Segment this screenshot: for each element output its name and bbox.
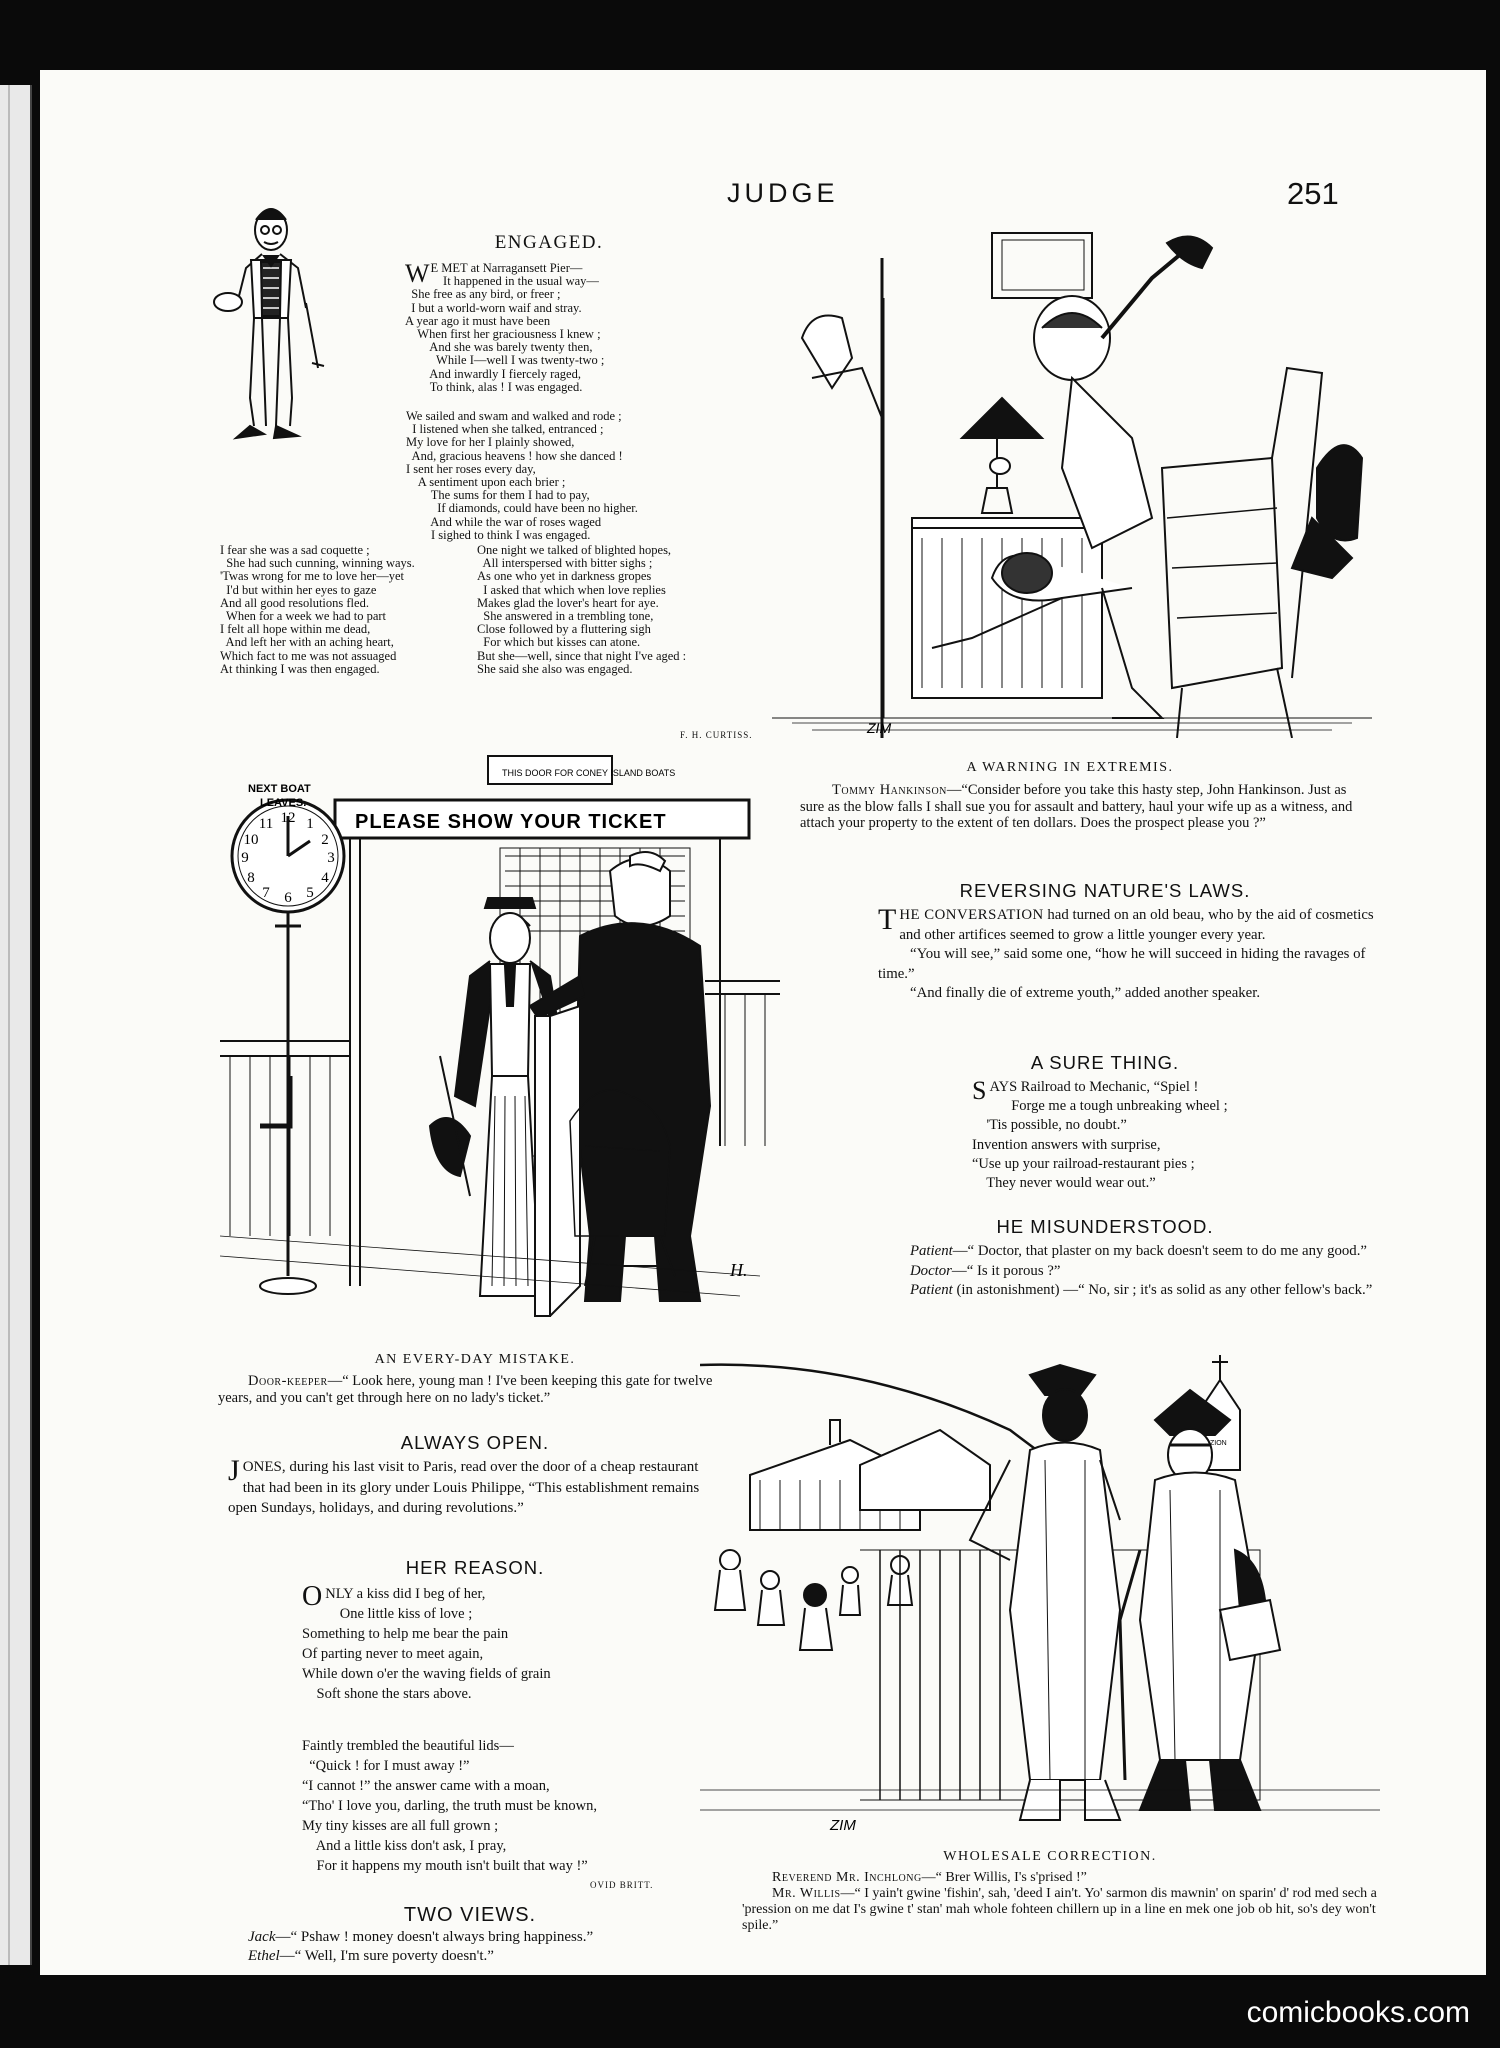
- page-number: 251: [1287, 176, 1339, 211]
- everyday-artist-signature: H.: [730, 1260, 748, 1280]
- poem-line: I felt all hope within me dead,: [220, 622, 371, 637]
- poem-line: One night we talked of blighted hopes,: [477, 543, 672, 557]
- poem-line: And, gracious heavens ! how she danced !: [406, 448, 623, 463]
- poem-line: AYS Railroad to Mechanic, “Spiel !: [989, 1079, 1199, 1095]
- everyday-text: —“ Look here, young man ! I've been keeping this gate for twelve years, and you can't get through here on no lady's ticket.”: [218, 1373, 713, 1406]
- two-views-speaker-2: Ethel: [248, 1948, 280, 1964]
- poem-line: They never would wear out.”: [972, 1175, 1156, 1192]
- clock-label-2: LEAVES.: [260, 797, 307, 809]
- poem-line: And a little kiss don't ask, I pray,: [302, 1838, 507, 1854]
- reversing-lead: HE CONVERSATION: [899, 907, 1044, 923]
- poem-line: Soft shone the stars above.: [302, 1686, 472, 1702]
- poem-line: My love for her I plainly showed,: [406, 435, 575, 450]
- wholesale-speaker-2: Mr. Willis: [772, 1886, 841, 1901]
- her-reason-stanza-2: [302, 1736, 742, 1876]
- poem-line: She answered in a trembling tone,: [477, 609, 654, 624]
- reversing-paragraph-3: “And finally die of extreme youth,” added another speaker.: [910, 985, 1261, 1001]
- her-reason-drop-cap: O: [302, 1581, 323, 1612]
- sure-thing-title: A SURE THING.: [1030, 1052, 1180, 1073]
- dandy-illustration: [206, 198, 336, 448]
- poem-line: She had such cunning, winning ways.: [220, 556, 415, 571]
- poem-line: I listened when she talked, entranced ;: [406, 422, 604, 437]
- poem-line: Faintly trembled the beautiful lids—: [302, 1738, 514, 1754]
- poem-line: “I cannot !” the answer came with a moan,: [302, 1778, 550, 1794]
- magazine-page: [40, 70, 1486, 1975]
- poem-line: A year ago it must have been: [405, 313, 551, 328]
- poem-line: But she—well, since that night I've aged :: [477, 648, 687, 663]
- poem-line: I'd but within her eyes to gaze: [220, 582, 377, 597]
- clock-numeral: 3: [327, 850, 335, 866]
- reversing-drop-cap: T: [878, 903, 897, 936]
- poem-line: “Tho' I love you, darling, the truth must be known,: [302, 1798, 597, 1814]
- wholesale-line-1: —“ Brer Willis, I's s'prised !”: [921, 1870, 1087, 1885]
- wholesale-illustration: [700, 1350, 1380, 1840]
- poem-line: I sent her roses every day,: [406, 461, 536, 476]
- warning-text: —“Consider before you take this hasty step, John Hankinson. Just as sure as the blow falls I shall sue you for assault and battery, haul your wife up as a witness, and attach your property to the extent of ten dollars. Does the prospect please you ?”: [800, 782, 1353, 831]
- reversing-title: REVERSING NATURE'S LAWS.: [959, 880, 1251, 901]
- poem-line: Of parting never to meet again,: [302, 1646, 484, 1662]
- everyday-caption: AN EVERY-DAY MISTAKE.: [374, 1352, 576, 1367]
- wholesale-line-2: —“ I yain't gwine 'fishin', sah, 'deed I ain't. Yo' sarmon dis mawnin' on sparin' d' rod med sech a 'pression on me dat I's gwine t' stan' mah whole fohteen chillern up in a line en mek one job ob hit, so's dey won't spile.”: [742, 1886, 1377, 1933]
- clock-numeral: 8: [247, 870, 255, 886]
- poem-line: For it happens my mouth isn't built that way !”: [302, 1858, 588, 1874]
- poem-line: While down o'er the waving fields of grain: [302, 1666, 551, 1682]
- poem-line: Forge me a tough unbreaking wheel ;: [989, 1098, 1228, 1115]
- misunderstood-speaker-3: Patient: [910, 1282, 953, 1298]
- coney-island-sign: THIS DOOR FOR CONEY ISLAND BOATS: [502, 768, 676, 778]
- clock-numeral: 1: [306, 816, 314, 832]
- her-reason-stanza-1: [302, 1581, 722, 1704]
- poem-line: And left her with an aching heart,: [220, 635, 394, 650]
- wholesale-dialogue: [742, 1870, 1382, 1934]
- misunderstood-title: HE MISUNDERSTOOD.: [996, 1216, 1214, 1237]
- poem-line: 'Tis possible, no doubt.”: [972, 1117, 1127, 1134]
- misunderstood-speaker-2: Doctor: [910, 1262, 952, 1279]
- poem-line: At thinking I was then engaged.: [220, 661, 380, 676]
- poem-line: The sums for them I had to pay,: [406, 488, 590, 503]
- poem-line: And inwardly I fiercely raged,: [405, 366, 581, 381]
- everyday-speaker: Door-keeper: [248, 1373, 328, 1389]
- dandy-drawing: [206, 198, 336, 448]
- everyday-drawing: [220, 676, 780, 1326]
- two-views-body: [248, 1928, 728, 1966]
- wholesale-artist-signature: ZIM: [830, 1817, 856, 1834]
- engaged-stanza-3: [220, 544, 500, 676]
- misunderstood-line-1: —“ Doctor, that plaster on my back doesn't seem to do me any good.”: [952, 1243, 1367, 1259]
- poem-line: I fear she was a sad coquette ;: [220, 543, 370, 557]
- two-views-line-1: —“ Pshaw ! money doesn't always bring happiness.”: [275, 1929, 594, 1945]
- poem-line: For which but kisses can atone.: [477, 635, 641, 650]
- two-views-speaker-1: Jack: [248, 1929, 276, 1945]
- poem-line: “Quick ! for I must away !”: [302, 1758, 470, 1774]
- poem-line: She said she also was engaged.: [477, 661, 633, 676]
- always-open-text: ONES, during his last visit to Paris, read over the door of a cheap restaurant that had been in its glory under Louis Philippe, “This establishment remains open Sundays, holidays, and during revolutions.”: [228, 1459, 700, 1516]
- poem-line: Something to help me bear the pain: [302, 1626, 509, 1642]
- warning-speaker: Tommy Hankinson: [832, 782, 947, 798]
- poem-line: Makes glad the lover's heart for aye.: [477, 595, 659, 610]
- poem-line: To think, alas ! I was engaged.: [405, 379, 583, 394]
- engaged-drop-cap: W: [405, 259, 430, 288]
- poem-line: Invention answers with surprise,: [972, 1136, 1161, 1153]
- wholesale-speaker-1: Reverend Mr. Inchlong: [772, 1870, 922, 1885]
- poem-line: We sailed and swam and walked and rode ;: [406, 409, 622, 423]
- misunderstood-line-2: —“ Is it porous ?”: [951, 1262, 1061, 1279]
- poem-line: “Use up your railroad-restaurant pies ;: [972, 1155, 1195, 1172]
- zion-sign: ZION: [1210, 1440, 1227, 1447]
- poem-line: When first her graciousness I knew ;: [405, 327, 601, 342]
- poem-line: My tiny kisses are all full grown ;: [302, 1818, 499, 1834]
- always-open-title: ALWAYS OPEN.: [400, 1432, 550, 1453]
- poem-line: I but a world-worn waif and stray.: [405, 300, 582, 315]
- poem-line: I sighed to think I was engaged.: [406, 527, 591, 542]
- engaged-stanza-4: [477, 544, 777, 676]
- everyday-illustration: [220, 676, 780, 1326]
- engaged-stanza-2: [406, 410, 776, 542]
- poem-line: And while the war of roses waged: [406, 514, 602, 529]
- poem-line: NLY a kiss did I beg of her,: [325, 1586, 486, 1602]
- misunderstood-body: [878, 1242, 1376, 1301]
- warning-artist-signature: ZIM: [867, 720, 892, 736]
- poem-line: One little kiss of love ;: [325, 1606, 473, 1622]
- poem-line: And she was barely twenty then,: [405, 340, 593, 355]
- wholesale-drawing: [700, 1350, 1380, 1840]
- clock-numeral: 11: [258, 816, 274, 832]
- please-show-ticket-sign: PLEASE SHOW YOUR TICKET: [355, 811, 667, 833]
- poem-line: If diamonds, could have been no higher.: [406, 501, 638, 516]
- sure-thing-poem: [972, 1078, 1312, 1193]
- clock-label-1: NEXT BOAT: [248, 783, 311, 795]
- poem-line: I asked that which when love replies: [477, 582, 666, 597]
- engaged-author: F. H. CURTISS.: [680, 730, 753, 740]
- poem-line: And all good resolutions fled.: [220, 595, 369, 610]
- sure-thing-drop-cap: S: [972, 1076, 987, 1105]
- poem-line: E MET at Narragansett Pier—: [430, 261, 583, 275]
- misunderstood-speaker-1: Patient: [910, 1243, 953, 1259]
- engaged-stanza-1: [405, 259, 775, 394]
- poem-line: While I—well I was twenty-two ;: [405, 353, 605, 368]
- clock-numeral: 10: [243, 832, 259, 848]
- poem-line: All interspersed with bitter sighs ;: [477, 556, 653, 571]
- poem-line: When for a week we had to part: [220, 609, 387, 624]
- clock-numeral: 9: [241, 850, 249, 866]
- poem-line: A sentiment upon each brier ;: [406, 475, 566, 490]
- clock-numeral: 6: [284, 890, 292, 906]
- her-reason-title: HER REASON.: [405, 1557, 545, 1578]
- two-views-title: TWO VIEWS.: [403, 1904, 537, 1926]
- site-watermark: comicbooks.com: [1246, 1996, 1470, 2029]
- poem-line: As one who yet in darkness gropes: [477, 569, 652, 584]
- clock-numeral: 5: [306, 885, 314, 901]
- clock-numeral: 2: [321, 832, 329, 848]
- clock-numeral: 7: [262, 885, 270, 901]
- clock-numeral: 4: [321, 870, 329, 886]
- magazine-title: JUDGE: [727, 178, 839, 208]
- warning-caption: A WARNING IN EXTREMIS.: [966, 760, 1174, 775]
- clock-numeral: 12: [280, 810, 296, 826]
- two-views-line-2: —“ Well, I'm sure poverty doesn't.”: [279, 1948, 494, 1964]
- engaged-title: ENGAGED.: [494, 232, 604, 253]
- warning-dialogue: [800, 782, 1370, 832]
- reversing-paragraph-2: “You will see,” said some one, “how he will succeed in hiding the ravages of time.”: [878, 946, 1366, 982]
- poem-line: Which fact to me was not assuaged: [220, 648, 397, 663]
- misunderstood-line-3: (in astonishment) —“ No, sir ; it's as solid as any other fellow's back.”: [952, 1282, 1373, 1298]
- poem-line: 'Twas wrong for me to love her—yet: [220, 569, 404, 584]
- warning-illustration: [772, 218, 1372, 738]
- reversing-body: [878, 903, 1376, 1004]
- her-reason-author: OVID BRITT.: [590, 1880, 654, 1890]
- poem-line: She free as any bird, or freer ;: [405, 287, 561, 302]
- always-open-drop-cap: J: [228, 1454, 240, 1487]
- wholesale-caption: WHOLESALE CORRECTION.: [943, 1849, 1157, 1864]
- facing-page-edge: [0, 85, 32, 1965]
- everyday-dialogue: [218, 1373, 718, 1406]
- always-open-body: [228, 1454, 716, 1519]
- warning-drawing: [772, 218, 1372, 738]
- poem-line: Close followed by a fluttering sigh: [477, 622, 651, 637]
- poem-line: It happened in the usual way—: [430, 274, 599, 289]
- reversing-paragraph-1: had turned on an old beau, who by the aid of cosmetics and other artifices seemed to grow a little younger every year.: [899, 907, 1374, 943]
